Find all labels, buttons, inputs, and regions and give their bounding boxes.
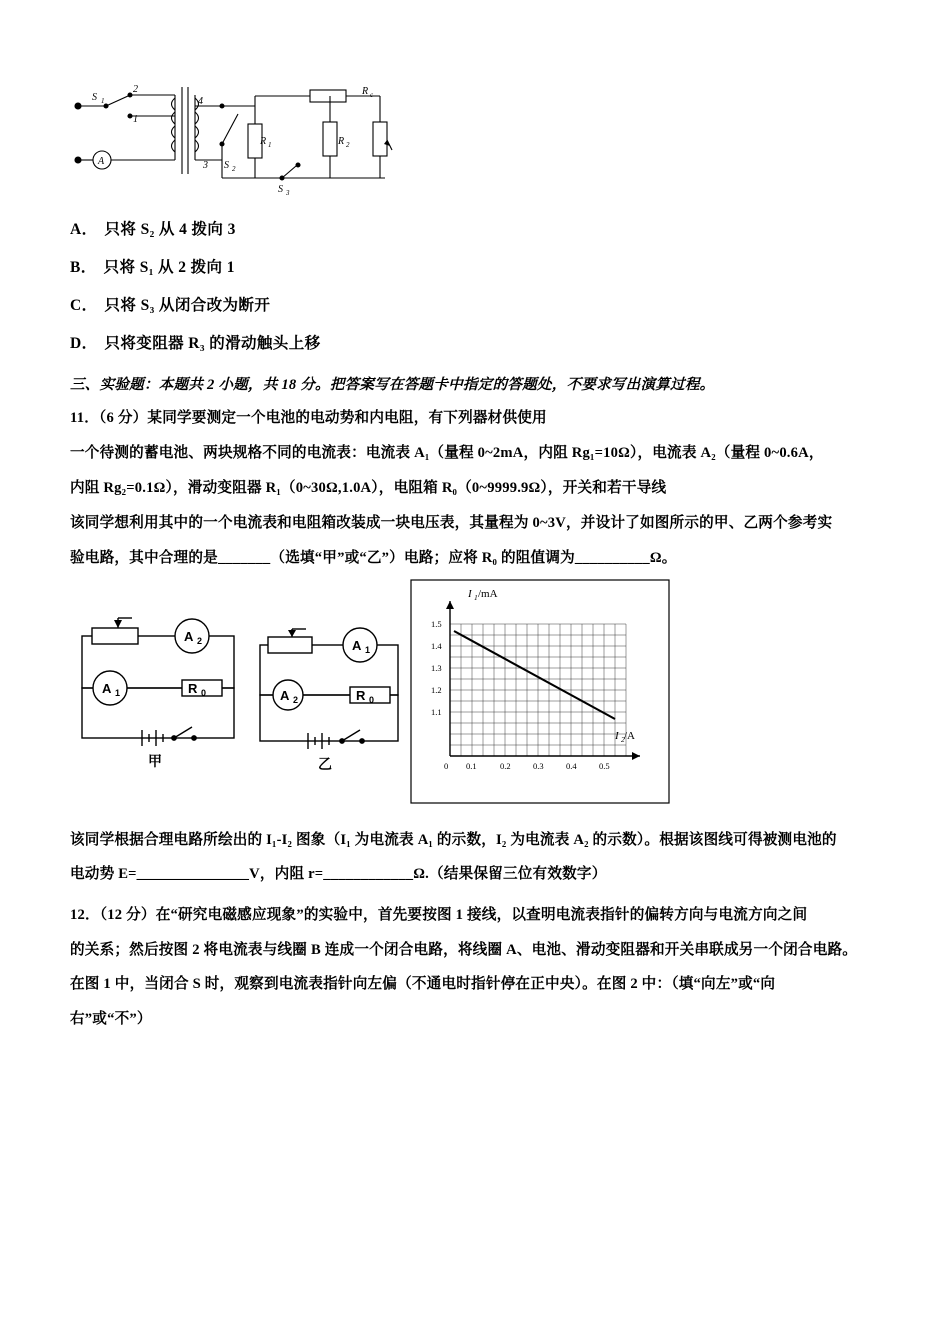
question-11-stem: 11．（6 分）某同学要测定一个电池的电动势和内电阻，有下列器材供使用 — [70, 410, 547, 426]
svg-text:R: R — [362, 86, 369, 97]
svg-text:c: c — [370, 91, 374, 99]
top-circuit-svg — [70, 82, 410, 207]
question-11-after-line-1: 该同学根据合理电路所绘出的 I₁-I₂ 图象（I₁ 为电流表 A₁ 的示数，I₂ 为电流表 A₂ 的示数）。根据该图线可得被测电池的 — [70, 832, 837, 849]
svg-text:4: 4 — [198, 96, 203, 107]
svg-text:2: 2 — [346, 141, 350, 149]
figure-jia-circuit — [70, 614, 245, 779]
graph-svg — [410, 579, 670, 804]
figure-transformer-switch-circuit — [70, 82, 410, 207]
option-d-label: D． — [70, 335, 98, 352]
svg-text:2: 2 — [197, 636, 203, 647]
svg-text:1: 1 — [474, 593, 478, 603]
figure-row-experiment-circuits — [70, 579, 880, 814]
svg-text:1: 1 — [133, 114, 138, 125]
question-11-line-4: 验电路，其中合理的是_______（选填“甲”或“乙”）电路；应将 R₀ 的阻值调为__________Ω。 — [70, 549, 677, 566]
svg-text:1.4: 1.4 — [431, 641, 442, 652]
svg-text:0: 0 — [201, 688, 207, 699]
page-content — [70, 30, 880, 1041]
svg-text:0: 0 — [369, 695, 375, 706]
option-a — [70, 217, 880, 239]
svg-text:1: 1 — [115, 688, 121, 699]
svg-text:0.4: 0.4 — [566, 761, 577, 772]
svg-text:1: 1 — [365, 645, 371, 656]
svg-text:R: R — [356, 688, 366, 704]
svg-text:1: 1 — [101, 97, 105, 105]
svg-text:1.1: 1.1 — [431, 707, 442, 718]
svg-text:0.1: 0.1 — [466, 761, 477, 772]
svg-text:R: R — [338, 136, 345, 147]
svg-text:A: A — [352, 638, 362, 654]
svg-text:2: 2 — [621, 735, 625, 745]
option-a-text: 只将 S₂ 从 4 拨向 3 — [104, 221, 236, 238]
question-12-line-1: 12．（12 分）在“研究电磁感应现象”的实验中，首先要按图 1 接线，以查明电流表指针的偏转方向与电流方向之间 — [70, 906, 808, 923]
figure-yi-circuit — [250, 627, 410, 782]
question-11-after-line-2: 电动势 E=_______________V，内阻 r=____________Ω.（结果保留三位有效数字） — [70, 865, 607, 882]
jia-circuit-svg — [70, 614, 245, 774]
yi-circuit-svg — [250, 627, 410, 777]
question-12-line-3: 在图 1 中，当闭合 S 时，观察到电流表指针向左偏（不通电时指针停在正中央）。在图 2 中：（填“向左”或“向 — [70, 976, 776, 993]
svg-text:2: 2 — [133, 84, 138, 95]
option-d-text: 只将变阻器 R₃ 的滑动触头上移 — [104, 335, 321, 352]
svg-text:S: S — [278, 184, 283, 195]
svg-text:R: R — [260, 136, 267, 147]
svg-text:A: A — [184, 629, 194, 645]
question-11-line-1: 一个待测的蓄电池、两块规格不同的电流表：电流表 A₁（量程 0~2mA，内阻 Rg₁=10Ω），电流表 A₂（量程 0~0.6A， — [70, 444, 824, 461]
option-c — [70, 293, 880, 315]
option-b — [70, 255, 880, 277]
graph-xlabel: I — [615, 730, 619, 743]
svg-text:0: 0 — [444, 761, 449, 772]
option-a-label: A． — [70, 221, 98, 238]
option-b-label: B． — [70, 259, 97, 276]
svg-text:1.3: 1.3 — [431, 663, 442, 674]
jia-caption: 甲 — [148, 755, 162, 771]
svg-text:A: A — [280, 688, 290, 704]
svg-text:3: 3 — [203, 160, 208, 171]
figure-i1-i2-graph — [410, 579, 670, 809]
question-12-line-4: 右”或“不”） — [70, 1011, 152, 1028]
svg-text:/A: /A — [624, 730, 635, 743]
question-11-line-2: 内阻 Rg₂=0.1Ω），滑动变阻器 R₁（0~30Ω,1.0A），电阻箱 R₀（0~9999.9Ω），开关和若干导线 — [70, 479, 667, 496]
svg-text:2: 2 — [232, 165, 236, 173]
svg-text:3: 3 — [286, 189, 290, 197]
graph-ylabel: I — [468, 588, 472, 601]
svg-text:/mA: /mA — [478, 588, 498, 601]
svg-text:S: S — [92, 92, 97, 103]
svg-text:1: 1 — [268, 141, 272, 149]
svg-text:2: 2 — [293, 695, 299, 706]
svg-text:0.2: 0.2 — [500, 761, 511, 772]
svg-text:S: S — [224, 160, 229, 171]
yi-caption: 乙 — [318, 758, 332, 774]
svg-text:R: R — [188, 681, 198, 697]
section-heading: 三、实验题：本题共 2 小题，共 18 分。把答案写在答题卡中指定的答题处，不要求写出演算过程。 — [70, 377, 715, 393]
svg-text:1.2: 1.2 — [431, 685, 442, 696]
option-c-label: C． — [70, 297, 98, 314]
option-c-text: 只将 S₃ 从闭合改为断开 — [104, 297, 271, 314]
question-12-line-2: 的关系；然后按图 2 将电流表与线圈 B 连成一个闭合电路，将线圈 A、电池、滑动变阻器和开关串联成另一个闭合电路。 — [70, 941, 858, 958]
svg-text:A: A — [102, 681, 112, 697]
option-b-text: 只将 S₁ 从 2 拨向 1 — [103, 259, 235, 276]
question-11-line-3: 该同学想利用其中的一个电流表和电阻箱改装成一块电压表，其量程为 0~3V，并设计了如图所示的甲、乙两个参考实 — [70, 514, 833, 531]
svg-text:0.3: 0.3 — [533, 761, 544, 772]
option-d — [70, 331, 880, 353]
svg-text:0.5: 0.5 — [599, 761, 610, 772]
svg-text:A: A — [98, 156, 105, 167]
svg-text:1.5: 1.5 — [431, 619, 442, 630]
